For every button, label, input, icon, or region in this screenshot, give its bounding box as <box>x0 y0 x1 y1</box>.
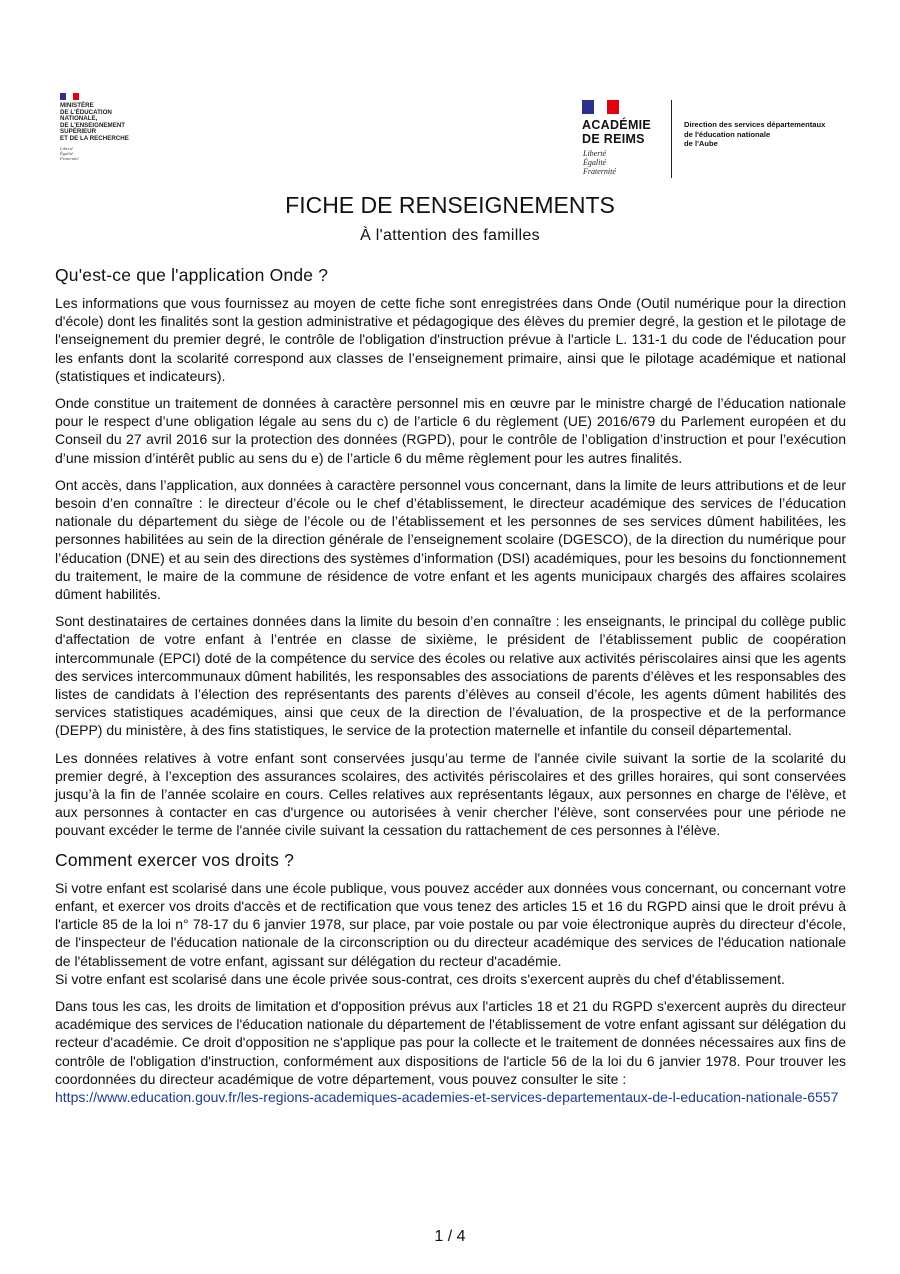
page-title: FICHE DE RENSEIGNEMENTS <box>285 192 615 218</box>
education-gouv-link[interactable]: https://www.education.gouv.fr/les-regions-academiques-academies-et-services-departementaux-de-l-education-nationale-6557 <box>55 1088 839 1105</box>
paragraph: Onde constitue un traitement de données à caractère personnel mis en œuvre par le ministre chargé de l’éducation nationale pour le respect d’une obligation légale au sens du c) de l’article 6 du règlement (UE) 2016/679 du Parlement européen et du Conseil du 27 avril 2016 sur la protection des données (RGPD), pour le contrôle de l’obligation d’instruction et pour l’exécution d’une mission d’intérêt public au sens du e) de l’article 6 du même règlement pour les autres finalités. <box>55 395 846 466</box>
section-heading-rights: Comment exercer vos droits ? <box>55 849 295 870</box>
document-body <box>55 264 846 1106</box>
logo-divider <box>671 100 672 178</box>
academy-devise: Liberté Égalité Fraternité <box>583 149 616 176</box>
section-heading-onde: Qu'est-ce que l'application Onde ? <box>55 265 329 285</box>
paragraph: Les informations que vous fournissez au moyen de cette fiche sont enregistrées dans Onde (Outil numérique pour la direction d'école) dont les finalités sont la gestion administrative et pédagogique des élèves du premier degré, la gestion et le pilotage de l'enseignement du premier degré, le contrôle de l'obligation d'instruction prévue à l'article L. 131-1 du code de l'éducation pour les enfants dont la scolarité correspond aux classes de l’enseignement primaire, ainsi que le pilotage académique et national (statistiques et indicateurs). <box>55 295 846 384</box>
academy-name: ACADÉMIE DE REIMS <box>582 118 652 146</box>
paragraph: Les données relatives à votre enfant sont conservées jusqu’au terme de l'année civile suivant la sortie de la scolarité du premier degré, à l’exception des assurances scolaires, des activités périscolaires et des grilles horaires, qui sont conservées jusqu’à la fin de l’année scolaire en cours. Celles relatives aux représentants légaux, aux personnes en charge de l'élève, et aux personnes à contacter en cas d'urgence ou autorisées à venir chercher l'élève, sont conservées pour une période ne pouvant excéder le terme de l'année civile suivant la cessation du rattachement de ces personnes à l'élève. <box>55 749 846 839</box>
ministry-name: MINISTÈRE DE L'ÉDUCATION NATIONALE, DE L'ENSEIGNEMENT SUPÉRIEUR ET DE LA RECHERCHE <box>60 102 129 142</box>
dsden-label: Direction des services départementaux de l'éducation nationale de l'Aube <box>684 120 826 148</box>
marianne-flag-icon <box>582 100 619 114</box>
paragraph: Sont destinataires de certaines données dans la limite du besoin d’en connaître : les enseignants, le principal du collège public d'affectation de votre enfant à l’entrée en classe de sixième, le président de l’établissement public de coopération intercommunale (EPCI) doté de la compétence du service des écoles ou relative aux activités périscolaires ainsi que les agents des services intercommunaux dûment habilités, les responsables des associations de parents d’élèves et les responsables des listes de candidats à l’élection des représentants des parents d’élèves au conseil d’école, les agents dûment habilités des services statistiques académiques, ainsi que ceux de la direction de l’évaluation, de la prospective et de la performance (DEPP) du ministère, à des fins statistiques, le service de la protection maternelle et infantile du conseil départemental. <box>55 613 846 739</box>
paragraph: Si votre enfant est scolarisé dans une école publique, vous pouvez accéder aux données vous concernant, ou concernant votre enfant, et exercer vos droits d'accès et de rectification que vous tenez des articles 15 et 16 du RGPD ainsi que le droit prévu à l'article 85 de la loi n° 78-17 du 6 janvier 1978, sur place, par voie postale ou par voie électronique auprès du directeur d'école, de l'inspecteur de l'éducation nationale de la circonscription ou du directeur académique des services de l'éducation nationale de l'établissement de votre enfant, agissant sur délégation du recteur d'académie. <box>55 879 846 969</box>
paragraph: Ont accès, dans l’application, aux données à caractère personnel vous concernant, dans la limite de leurs attributions et de leur besoin d’en connaître : le directeur d’école ou le chef d’établissement, le directeur académique des services de l’éducation nationale du département du siège de l’école ou de l’établissement et les personnes de ses services dûment habilitées, les personnes habilitées au sein de la direction générale de l’enseignement scolaire (DGESCO), de la direction du numérique pour l’éducation (DNE) et au sein des directions des systèmes d’information (DSI) académiques, pour les besoins du fonctionnement du traitement, le maire de la commune de résidence de votre enfant et les agents municipaux chargés des affaires scolaires dûment habilités. <box>55 476 846 603</box>
paragraph: Dans tous les cas, les droits de limitation et d'opposition prévus aux l'articles 18 et 21 du RGPD s'exercent auprès du directeur académique des services de l'éducation nationale du département de l'établissement de votre enfant agissant sur délégation du recteur d'académie. Ce droit d'opposition ne s'applique pas pour la collecte et le traitement de données nécessaires aux fins de contrôle de l'obligation d'instruction, conformément aux dispositions de l'article 56 de la loi du 6 janvier 1978. Pour trouver les coordonnées du directeur académique de votre département, vous pouvez consulter le site : <box>55 997 846 1087</box>
ministry-devise: Liberté Égalité Fraternité <box>60 145 79 161</box>
paragraph: Si votre enfant est scolarisé dans une école privée sous-contrat, ces droits s'exercent auprès du chef d'établissement. <box>55 970 785 987</box>
french-flag-icon <box>60 93 79 100</box>
academy-logo <box>582 100 842 180</box>
page-subtitle: À l'attention des familles <box>360 227 540 244</box>
ministry-logo <box>60 93 150 161</box>
page-number: 1 / 4 <box>434 1228 466 1245</box>
